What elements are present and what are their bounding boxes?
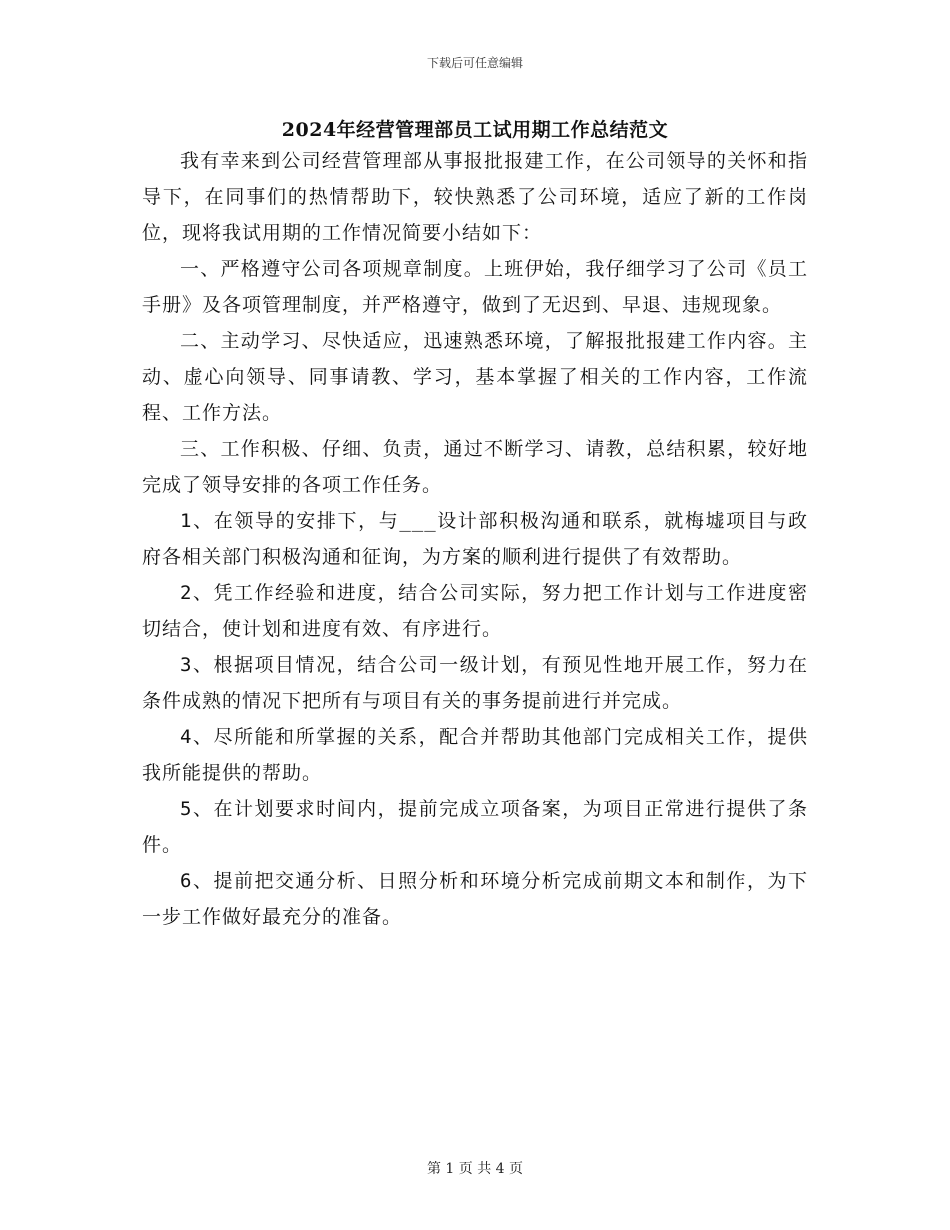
paragraph-item-3: 3、根据项目情况，结合公司一级计划，有预见性地开展工作，努力在条件成熟的情况下把所有与项目有关的事务提前进行并完成。 bbox=[142, 654, 808, 712]
paragraph-item-5: 5、在计划要求时间内，提前完成立项备案，为项目正常进行提供了条件。 bbox=[142, 798, 808, 856]
document-title: 2024年经营管理部员工试用期工作总结范文 bbox=[281, 119, 669, 141]
paragraph-item-2: 2、凭工作经验和进度，结合公司实际，努力把工作计划与工作进度密切结合，使计划和进度有效、有序进行。 bbox=[142, 582, 808, 640]
paragraph-item-4: 4、尽所能和所掌握的关系，配合并帮助其他部门完成相关工作，提供我所能提供的帮助。 bbox=[142, 726, 808, 784]
paragraph-section-3: 三、工作积极、仔细、负责，通过不断学习、请教，总结积累，较好地完成了领导安排的各项工作任务。 bbox=[142, 438, 808, 496]
paragraph-section-2: 二、主动学习、尽快适应，迅速熟悉环境，了解报批报建工作内容。主动、虚心向领导、同事请教、学习，基本掌握了相关的工作内容，工作流程、工作方法。 bbox=[142, 330, 808, 424]
paragraph-item-6: 6、提前把交通分析、日照分析和环境分析完成前期文本和制作，为下一步工作做好最充分的准备。 bbox=[142, 870, 808, 928]
header-note: 下载后可任意编辑 bbox=[426, 56, 523, 70]
paragraph-intro: 我有幸来到公司经营管理部从事报批报建工作，在公司领导的关怀和指导下，在同事们的热情帮助下，较快熟悉了公司环境，适应了新的工作岗位，现将我试用期的工作情况简要小结如下： bbox=[142, 150, 808, 244]
page-number-footer: 第 1 页 共 4 页 bbox=[426, 1161, 524, 1177]
document-body bbox=[142, 143, 808, 935]
paragraph-item-1: 1、在领导的安排下，与___设计部积极沟通和联系，就梅墟项目与政府各相关部门积极沟通和征询，为方案的顺利进行提供了有效帮助。 bbox=[142, 510, 808, 568]
paragraph-section-1: 一、严格遵守公司各项规章制度。上班伊始，我仔细学习了公司《员工手册》及各项管理制度，并严格遵守，做到了无迟到、早退、违规现象。 bbox=[142, 258, 808, 316]
